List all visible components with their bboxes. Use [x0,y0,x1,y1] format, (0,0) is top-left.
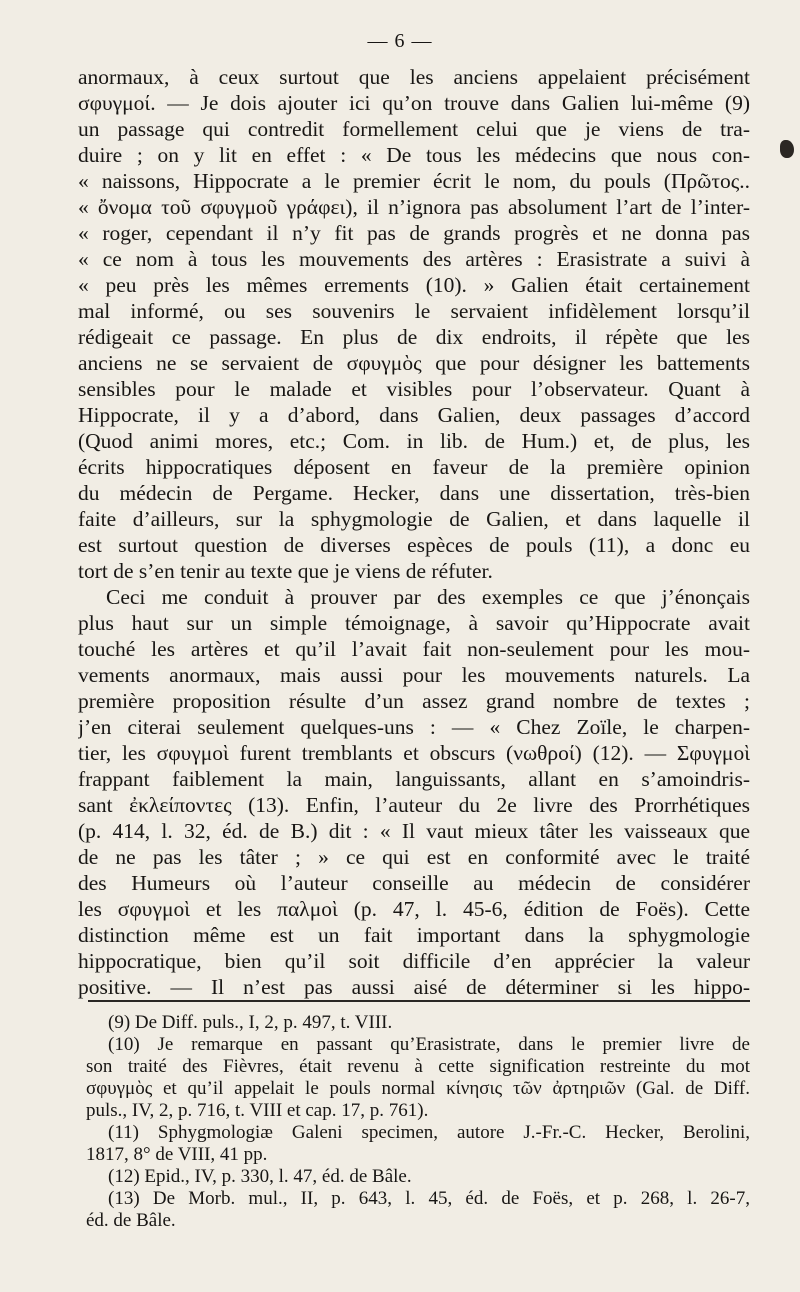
text-line: σφυγμοί. — Je dois ajouter ici qu’on trouve dans Galien lui-même (9) [78,91,750,115]
footnote-line: (13) De Morb. mul., II, p. 643, l. 45, éd. de Foës, et p. 268, l. 26-7, [108,1188,750,1209]
text-line: sant ἐκλείποντες (13). Enfin, l’auteur du 2e livre des Prorrhétiques [78,793,750,817]
text-line: des Humeurs où l’auteur conseille au médecin de considérer [78,871,750,895]
main-text [78,64,750,1000]
text-line: anciens ne se servaient de σφυγμὸς que pour désigner les battements [78,351,750,375]
text-line: faite d’ailleurs, sur la sphygmologie de Galien, et dans laquelle il [78,507,750,531]
footnote-line: (9) De Diff. puls., I, 2, p. 497, t. VIII. [108,1012,393,1033]
text-line: du médecin de Pergame. Hecker, dans une dissertation, très-bien [78,481,750,505]
footnote-line: σφυγμὸς et qu’il appelait le pouls normal κίνησις τῶν ἀρτηριῶν (Gal. de Diff. [86,1078,750,1099]
text-line: duire ; on y lit en effet : « De tous les médecins que nous con- [78,143,750,167]
footnote-9 [86,1012,750,1034]
text-line: est surtout question de diverses espèces de pouls (11), a donc eu [78,533,750,557]
footnote-line: son traité des Fièvres, était revenu à cette signification restreinte du mot [86,1056,750,1077]
text-line: « ὄνομα τοῦ σφυγμοῦ γράφει), il n’ignora pas absolument l’art de l’inter- [78,195,750,219]
footnote-line: (10) Je remarque en passant qu’Erasistrate, dans le premier livre de [108,1034,750,1055]
text-line: tort de s’en tenir au texte que je viens de réfuter. [78,559,493,583]
text-line: rédigeait ce passage. En plus de dix endroits, il répète que les [78,325,750,349]
text-line: Ceci me conduit à prouver par des exemples ce que j’énonçais [106,585,750,609]
text-line: vements anormaux, mais aussi pour les mouvements naturels. La [78,663,750,687]
footnote-line: 1817, 8° de VIII, 41 pp. [86,1144,268,1165]
text-line: mal informé, ou ses souvenirs le servaient infidèlement lorsqu’il [78,299,750,323]
text-line: (p. 414, l. 32, éd. de B.) dit : « Il vaut mieux tâter les vaisseaux que [78,819,750,843]
text-line: hippocratique, bien qu’il soit difficile d’en apprécier la valeur [78,949,750,973]
footnote-13 [86,1188,750,1232]
text-line: les σφυγμοὶ et les παλμοὶ (p. 47, l. 45-6, édition de Foës). Cette [78,897,750,921]
footnote-line: puls., IV, 2, p. 716, t. VIII et cap. 17, p. 761). [86,1100,429,1121]
text-line: (Quod animi mores, etc.; Com. in lib. de Hum.) et, de plus, les [78,429,750,453]
text-line: frappant faiblement la main, languissants, allant en s’amoindris- [78,767,750,791]
text-line: écrits hippocratiques déposent en faveur de la première opinion [78,455,750,479]
text-line: touché les artères et qu’il l’avait fait non-seulement pour les mou- [78,637,750,661]
text-line: anormaux, à ceux surtout que les anciens appelaient précisément [78,65,750,89]
text-line: « peu près les mêmes errements (10). » Galien était certainement [78,273,750,297]
footnote-line: (12) Epid., IV, p. 330, l. 47, éd. de Bâle. [108,1166,412,1187]
ink-smudge [780,140,794,158]
text-line: j’en citerai seulement quelques-uns : — « Chez Zoïle, le charpen- [78,715,750,739]
text-line: « naissons, Hippocrate a le premier écrit le nom, du pouls (Πρῶτος.. [78,169,750,193]
text-line: un passage qui contredit formellement celui que je viens de tra- [78,117,750,141]
text-line: « ce nom à tous les mouvements des artères : Erasistrate a suivi à [78,247,750,271]
footnote-12 [86,1166,750,1188]
footnote-line: éd. de Bâle. [86,1210,176,1231]
text-line: de ne pas les tâter ; » ce qui est en conformité avec le traité [78,845,750,869]
text-line: distinction même est un fait important dans la sphygmologie [78,923,750,947]
page-number: — 6 — [367,30,433,52]
footnote-10 [86,1034,750,1122]
footnotes [86,1012,750,1232]
text-line: première proposition résulte d’un assez grand nombre de textes ; [78,689,750,713]
text-line: plus haut sur un simple témoignage, à savoir qu’Hippocrate avait [78,611,750,635]
footnote-11 [86,1122,750,1166]
text-line: sensibles pour le malade et visibles pour l’observateur. Quant à [78,377,750,401]
text-line: positive. — Il n’est pas aussi aisé de déterminer si les hippo- [78,975,750,999]
text-line: « roger, cependant il n’y fit pas de grands progrès et ne donna pas [78,221,750,245]
footnote-line: (11) Sphygmologiæ Galeni specimen, autore J.-Fr.-C. Hecker, Berolini, [108,1122,750,1143]
text-line: Hippocrate, il y a d’abord, dans Galien, deux passages d’accord [78,403,750,427]
text-line: tier, les σφυγμοὶ furent tremblants et obscurs (νωθροί) (12). — Σφυγμοὶ [78,741,750,765]
footnote-divider [88,1000,750,1002]
